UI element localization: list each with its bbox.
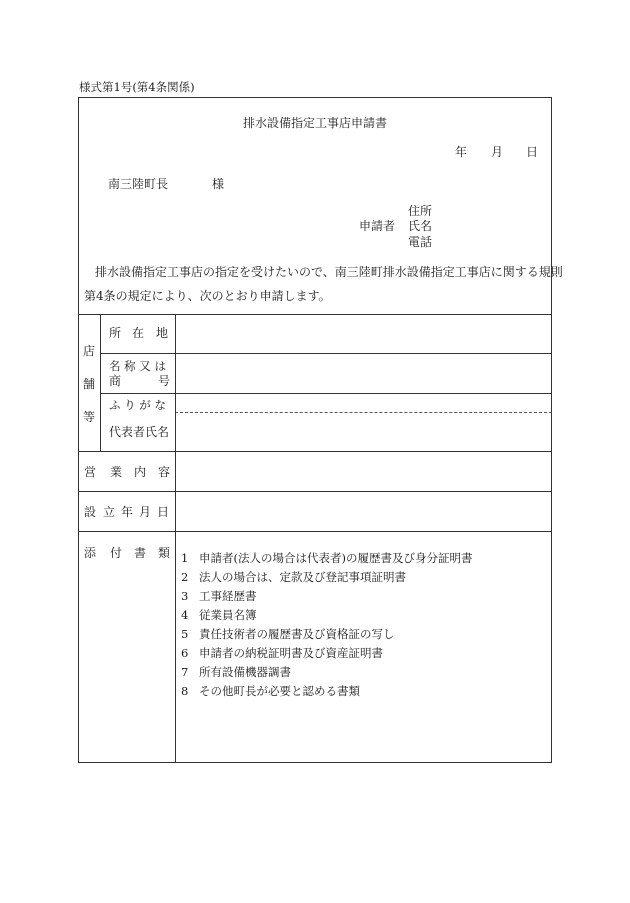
addressee-honorific: 様 bbox=[212, 177, 225, 191]
representative-field[interactable] bbox=[176, 413, 551, 450]
attachment-number: 1 bbox=[181, 551, 189, 565]
business-field[interactable] bbox=[176, 452, 551, 490]
attachment-number: 7 bbox=[181, 665, 189, 679]
trade-name-label-b: 号 bbox=[158, 374, 171, 388]
store-group-char-3: 等 bbox=[83, 410, 96, 424]
attachment-item: 法人の場合は、定款及び登記事項証明書 bbox=[199, 570, 406, 584]
established-field[interactable] bbox=[176, 492, 551, 530]
attachment-number: 5 bbox=[181, 627, 189, 641]
established-label-d: 月 bbox=[139, 505, 152, 519]
attachment-item: 申請者(法人の場合は代表者)の履歴書及び身分証明書 bbox=[199, 551, 473, 565]
trade-name-field[interactable] bbox=[176, 354, 551, 392]
location-label-b: 在 bbox=[132, 326, 145, 340]
location-label-a: 所 bbox=[109, 326, 122, 340]
furigana-field[interactable] bbox=[176, 394, 551, 411]
attachments-label-c: 書 bbox=[134, 546, 147, 560]
addressee-name: 南三陸町長 bbox=[108, 177, 169, 191]
applicant-label: 申請者 bbox=[359, 219, 396, 233]
established-label-b: 立 bbox=[103, 505, 116, 519]
form-title: 排水設備指定工事店申請書 bbox=[242, 116, 387, 130]
business-label-a: 営 bbox=[84, 465, 97, 479]
statement-line-2: 第4条の規定により、次のとおり申請します。 bbox=[84, 289, 331, 303]
attachments-label-d: 類 bbox=[158, 546, 171, 560]
attachment-item: 申請者の納税証明書及び資産証明書 bbox=[199, 646, 383, 660]
attachment-number: 3 bbox=[181, 589, 189, 603]
form-id: 様式第1号(第4条関係) bbox=[79, 80, 195, 94]
business-label-b: 業 bbox=[110, 465, 123, 479]
location-label-c: 地 bbox=[156, 326, 169, 340]
date-year: 年 bbox=[455, 145, 468, 159]
date-day: 日 bbox=[526, 145, 539, 159]
attachment-item: 工事経歴書 bbox=[199, 589, 257, 603]
store-group-char-1: 店 bbox=[83, 344, 96, 358]
furigana-label: ふ り が な bbox=[109, 398, 166, 412]
trade-name-label-a: 商 bbox=[109, 374, 122, 388]
established-label-c: 年 bbox=[121, 505, 134, 519]
attachment-number: 2 bbox=[181, 570, 189, 584]
statement-line-1: 排水設備指定工事店の指定を受けたいので、南三陸町排水設備指定工事店に関する規則 bbox=[95, 265, 563, 279]
representative-label: 代表者氏名 bbox=[109, 425, 170, 439]
applicant-address-label: 住所 bbox=[408, 204, 433, 218]
applicant-phone-label: 電話 bbox=[408, 235, 433, 249]
store-group-divider bbox=[100, 314, 101, 451]
location-field[interactable] bbox=[176, 315, 551, 352]
attachment-number: 8 bbox=[181, 684, 189, 698]
attachment-number: 4 bbox=[181, 608, 189, 622]
established-label-e: 日 bbox=[157, 505, 170, 519]
attachment-number: 6 bbox=[181, 646, 189, 660]
business-label-d: 容 bbox=[158, 465, 171, 479]
business-label-c: 内 bbox=[134, 465, 147, 479]
attachments-label-a: 添 bbox=[84, 546, 97, 560]
established-label-a: 設 bbox=[84, 505, 97, 519]
date-month: 月 bbox=[491, 145, 504, 159]
attachments-label-b: 付 bbox=[110, 546, 123, 560]
attachment-item: 責任技術者の履歴書及び資格証の写し bbox=[199, 627, 395, 641]
store-group-char-2: 舗 bbox=[83, 377, 96, 391]
row-divider-established bbox=[78, 531, 552, 532]
trade-name-label-line1: 名 称 又 は bbox=[109, 359, 166, 373]
attachment-item: 従業員名簿 bbox=[199, 608, 257, 622]
attachment-item: 所有設備機器調書 bbox=[199, 665, 291, 679]
attachment-item: その他町長が必要と認める書類 bbox=[199, 684, 360, 698]
applicant-name-label: 氏名 bbox=[408, 219, 433, 233]
